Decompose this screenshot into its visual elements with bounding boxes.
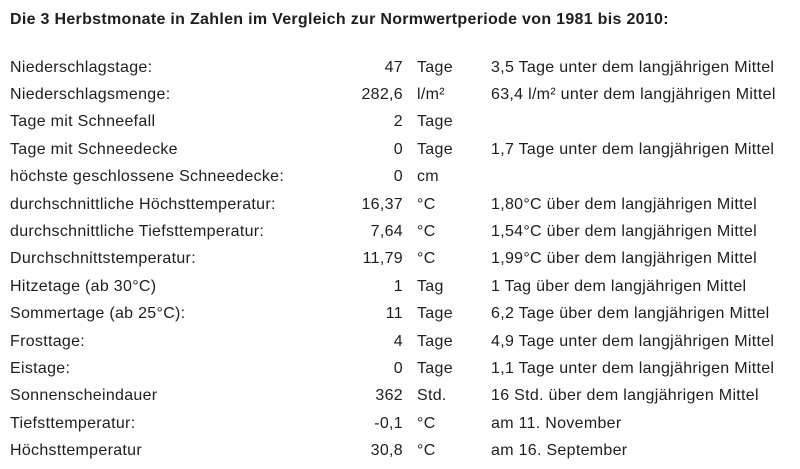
row-label: Durchschnittstemperatur:	[10, 250, 196, 268]
row-unit: Tage	[417, 113, 453, 131]
row-value: 362	[375, 387, 403, 405]
row-comparison: 4,9 Tage unter dem langjährigen Mittel	[491, 332, 775, 350]
row-value: 11	[385, 305, 403, 323]
row-value: 11,79	[362, 250, 403, 268]
row-value: 282,6	[361, 86, 403, 104]
row-comparison: 16 Std. über dem langjährigen Mittel	[491, 387, 759, 405]
row-unit: °C	[417, 195, 436, 213]
row-label: Frosttage:	[10, 332, 86, 350]
row-comparison: 1,7 Tage unter dem langjährigen Mittel	[491, 140, 775, 158]
table-row	[10, 273, 800, 300]
row-label: durchschnittliche Höchsttemperatur:	[10, 195, 276, 213]
table-row	[10, 437, 800, 464]
row-label: Niederschlagsmenge:	[10, 86, 171, 104]
row-unit: Tag	[417, 277, 444, 295]
row-comparison: 63,4 l/m² unter dem langjährigen Mittel	[491, 86, 776, 104]
row-label: durchschnittliche Tiefsttemperatur:	[10, 223, 265, 241]
row-unit: °C	[417, 414, 436, 432]
table-row	[10, 383, 800, 410]
row-unit: °C	[417, 223, 436, 241]
row-value: 4	[393, 332, 403, 350]
row-label: Höchsttemperatur	[10, 442, 142, 460]
row-unit: cm	[417, 168, 439, 186]
row-comparison: 1,99°C über dem langjährigen Mittel	[491, 250, 757, 268]
row-comparison: 1,1 Tage unter dem langjährigen Mittel	[491, 359, 775, 377]
row-value: 0	[393, 140, 403, 158]
row-unit: °C	[417, 250, 436, 268]
row-comparison: am 11. November	[491, 414, 622, 432]
row-value: 30,8	[370, 442, 403, 460]
row-label: Sommertage (ab 25°C):	[10, 305, 186, 323]
row-unit: °C	[417, 442, 436, 460]
row-value: 47	[384, 58, 403, 76]
row-unit: l/m²	[417, 86, 445, 104]
row-comparison: 3,5 Tage unter dem langjährigen Mittel	[491, 58, 775, 76]
row-comparison: 1,80°C über dem langjährigen Mittel	[491, 195, 757, 213]
row-value: 2	[393, 113, 403, 131]
row-unit: Std.	[417, 387, 447, 405]
row-label: Tage mit Schneedecke	[10, 140, 178, 158]
row-label: Tage mit Schneefall	[10, 113, 156, 131]
table-row	[10, 218, 800, 245]
row-comparison: 1 Tag über dem langjährigen Mittel	[491, 277, 747, 295]
table-row	[10, 54, 800, 81]
row-label: höchste geschlossene Schneedecke:	[10, 168, 285, 186]
row-value: 0	[393, 359, 403, 377]
row-value: -0,1	[374, 414, 403, 432]
row-label: Hitzetage (ab 30°C)	[10, 277, 157, 295]
row-label: Sonnenscheindauer	[10, 387, 158, 405]
table-row	[10, 328, 800, 355]
table-row	[10, 136, 800, 163]
row-unit: Tage	[417, 359, 453, 377]
table-row	[10, 246, 800, 273]
table-row	[10, 355, 800, 382]
row-comparison: 1,54°C über dem langjährigen Mittel	[491, 223, 757, 241]
row-comparison: 6,2 Tage über dem langjährigen Mittel	[491, 305, 770, 323]
row-label: Niederschlagstage:	[10, 58, 153, 76]
row-unit: Tage	[417, 332, 453, 350]
row-value: 0	[393, 168, 403, 186]
row-value: 1	[393, 277, 403, 295]
row-comparison: am 16. September	[491, 442, 628, 460]
table-row	[10, 191, 800, 218]
stats-table	[0, 54, 800, 465]
row-value: 7,64	[370, 223, 403, 241]
row-value: 16,37	[361, 195, 403, 213]
table-row	[10, 109, 800, 136]
table-row	[10, 301, 800, 328]
row-unit: Tage	[417, 140, 453, 158]
table-row	[10, 164, 800, 191]
row-label: Eistage:	[10, 359, 71, 377]
page-title: Die 3 Herbstmonate in Zahlen im Vergleich zur Normwertperiode von 1981 bis 2010:	[10, 11, 669, 28]
row-label: Tiefsttemperatur:	[10, 414, 136, 432]
row-unit: Tage	[417, 58, 453, 76]
row-unit: Tage	[417, 305, 453, 323]
table-row	[10, 410, 800, 437]
table-row	[10, 81, 800, 108]
